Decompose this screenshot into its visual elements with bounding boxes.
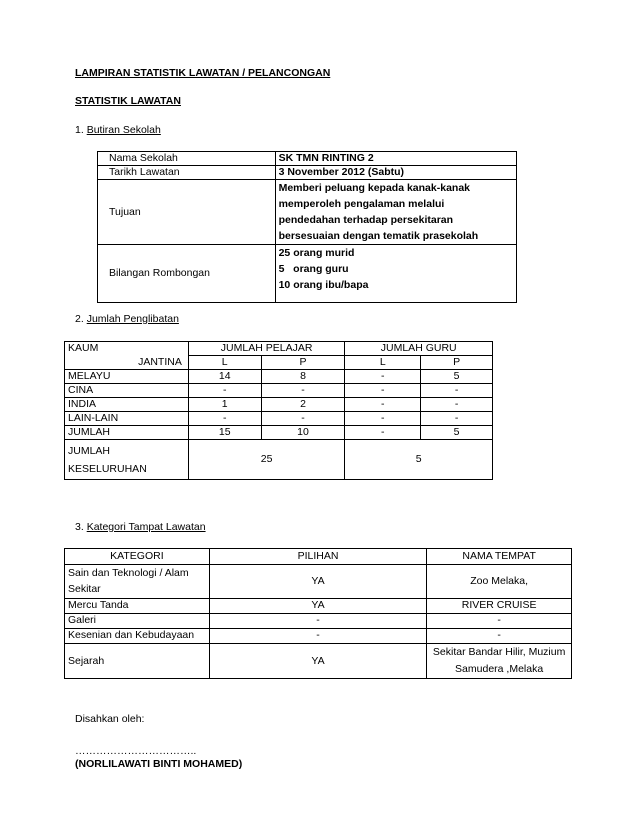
cell-value: - [261, 412, 345, 426]
cell-tempat: Zoo Melaka, [427, 565, 572, 599]
cell-value: - [421, 398, 493, 412]
cell-kategori: Sejarah [65, 644, 210, 679]
cell-value: - [188, 384, 261, 398]
document-subtitle: STATISTIK LAWATAN [75, 95, 181, 107]
section3-number: 3. [75, 521, 84, 533]
header-pilihan: PILIHAN [209, 549, 426, 565]
cell-kategori: Galeri [65, 614, 210, 629]
cell-tempat: RIVER CRUISE [427, 599, 572, 614]
table-header-row [65, 356, 493, 370]
table-row [65, 370, 493, 384]
visit-category-table [64, 548, 572, 679]
table-header-row [65, 342, 493, 356]
cell-value: - [345, 370, 421, 384]
section1-title: Butiran Sekolah [86, 124, 161, 136]
section1-heading [75, 124, 161, 136]
rombongan-line: 10 orang ibu/bapa [278, 279, 369, 291]
row-name: LAIN-LAIN [65, 412, 189, 426]
value-tarikh-lawatan: 3 November 2012 (Sabtu) [275, 166, 516, 180]
header-p-pelajar: P [261, 356, 345, 370]
table-row [98, 152, 517, 166]
section3-title: Kategori Tampat Lawatan [86, 521, 206, 533]
document-title: LAMPIRAN STATISTIK LAWATAN / PELANCONGAN [75, 67, 331, 79]
table-row [98, 180, 517, 245]
cell-tempat [427, 644, 572, 679]
section2-title: Jumlah Penglibatan [86, 313, 179, 325]
cell-value: 5 [421, 426, 493, 440]
total-guru: 5 [345, 440, 493, 480]
table-header-row [65, 549, 572, 565]
header-p-guru: P [421, 356, 493, 370]
table-row [65, 629, 572, 644]
cell-value: 8 [261, 370, 345, 384]
tempat-line: Sekitar Bandar Hilir, Muzium [432, 646, 566, 658]
header-jumlah-pelajar: JUMLAH PELAJAR [188, 342, 345, 356]
cell-value: 15 [188, 426, 261, 440]
table-row [65, 599, 572, 614]
row-name: CINA [65, 384, 189, 398]
cell-value: - [421, 412, 493, 426]
header-jantina: JANTINA [65, 356, 189, 370]
table-total-row [65, 440, 493, 480]
table-row [65, 384, 493, 398]
row-name: INDIA [65, 398, 189, 412]
cell-value: - [188, 412, 261, 426]
header-kaum: KAUM [65, 342, 189, 356]
cell-value: - [345, 426, 421, 440]
row-name: MELAYU [65, 370, 189, 384]
rombongan-line: 25 orang murid [278, 247, 355, 259]
cell-pilihan: - [209, 629, 426, 644]
tujuan-line: pendedahan terhadap persekitaran [278, 214, 454, 226]
cell-pilihan: - [209, 614, 426, 629]
section1-number: 1. [75, 124, 84, 136]
section3-heading [75, 521, 206, 533]
cell-pilihan: YA [209, 644, 426, 679]
total-label-line: JUMLAH [68, 445, 111, 457]
kategori-line: Sekitar [68, 583, 101, 595]
label-tarikh-lawatan: Tarikh Lawatan [98, 166, 276, 180]
header-nama-tempat: NAMA TEMPAT [427, 549, 572, 565]
table-row [65, 412, 493, 426]
table-row [65, 644, 572, 679]
table-row [65, 565, 572, 599]
label-bilangan-rombongan: Bilangan Rombongan [98, 245, 276, 303]
tempat-line: Samudera ,Melaka [455, 663, 544, 675]
cell-value: 10 [261, 426, 345, 440]
rombongan-line: 5 orang guru [278, 263, 349, 275]
section2-heading [75, 313, 179, 325]
header-kategori: KATEGORI [65, 549, 210, 565]
label-tujuan: Tujuan [98, 180, 276, 245]
signature-dots: …………………………….. [75, 745, 197, 757]
header-l-guru: L [345, 356, 421, 370]
cell-value: 2 [261, 398, 345, 412]
cell-tempat: - [427, 629, 572, 644]
value-tujuan [275, 180, 516, 245]
cell-value: - [421, 384, 493, 398]
total-label [65, 440, 189, 480]
tujuan-line: memperoleh pengalaman melalui [278, 198, 445, 210]
cell-tempat: - [427, 614, 572, 629]
cell-kategori [65, 565, 210, 599]
cell-value: - [345, 384, 421, 398]
table-row [65, 426, 493, 440]
cell-value: 14 [188, 370, 261, 384]
table-row [65, 614, 572, 629]
header-l-pelajar: L [188, 356, 261, 370]
kategori-line: Sain dan Teknologi / Alam [68, 567, 189, 579]
table-row [98, 245, 517, 303]
cell-value: 5 [421, 370, 493, 384]
participation-table [64, 341, 493, 480]
tujuan-line: bersesuaian dengan tematik prasekolah [278, 230, 479, 242]
school-details-table [97, 151, 517, 303]
header-jumlah-guru: JUMLAH GURU [345, 342, 493, 356]
cell-kategori: Mercu Tanda [65, 599, 210, 614]
label-nama-sekolah: Nama Sekolah [98, 152, 276, 166]
cell-value: 1 [188, 398, 261, 412]
value-bilangan-rombongan [275, 245, 516, 303]
cell-value: - [345, 398, 421, 412]
cell-value: - [345, 412, 421, 426]
section2-number: 2. [75, 313, 84, 325]
cell-pilihan: YA [209, 565, 426, 599]
disahkan-label: Disahkan oleh: [75, 713, 145, 725]
cell-value: - [261, 384, 345, 398]
table-row [65, 398, 493, 412]
tujuan-line: Memberi peluang kepada kanak-kanak [278, 182, 471, 194]
total-label-line: KESELURUHAN [68, 463, 147, 475]
value-nama-sekolah: SK TMN RINTING 2 [275, 152, 516, 166]
total-pelajar: 25 [188, 440, 345, 480]
cell-pilihan: YA [209, 599, 426, 614]
signatory-name: (NORLILAWATI BINTI MOHAMED) [75, 758, 243, 770]
row-name: JUMLAH [65, 426, 189, 440]
table-row [98, 166, 517, 180]
cell-kategori: Kesenian dan Kebudayaan [65, 629, 210, 644]
